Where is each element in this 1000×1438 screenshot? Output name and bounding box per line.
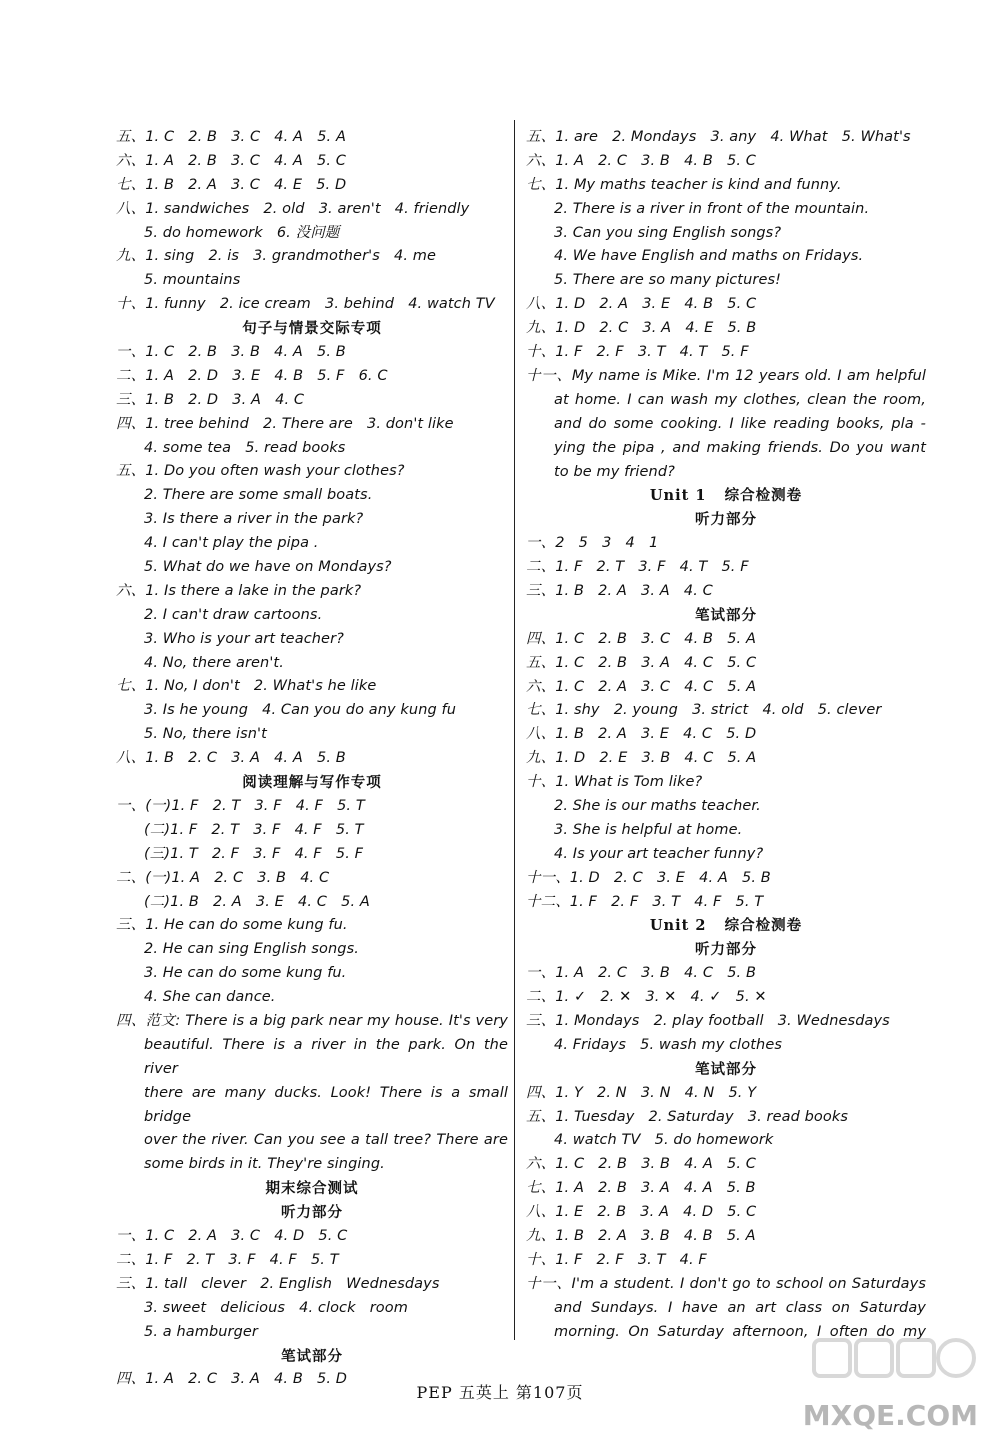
answer-line: and do some cooking. I like reading books, pla - xyxy=(554,415,926,432)
answer-line: morning. On Saturday afternoon, I often do my xyxy=(554,1323,926,1340)
answer-line: 4. No, there aren't. xyxy=(144,654,284,671)
section-heading: 笔试部分 xyxy=(281,1347,343,1365)
answer-line: 2. I can't draw cartoons. xyxy=(144,606,323,623)
answer-line: 四、1. A 2. C 3. A 4. B 5. D xyxy=(116,1371,348,1388)
answer-line: to be my friend? xyxy=(554,463,675,480)
answer-line: (三)1. T 2. F 3. F 4. F 5. F xyxy=(144,845,364,862)
answer-line: 2. She is our maths teacher. xyxy=(554,798,761,815)
answer-line: 一、1. A 2. C 3. B 4. C 5. B xyxy=(526,965,756,982)
answer-line: 七、1. shy 2. young 3. strict 4. old 5. clever xyxy=(526,702,882,719)
answer-line: 四、1. C 2. B 3. C 4. B 5. A xyxy=(526,630,756,647)
answer-line: 六、1. A 2. B 3. C 4. A 5. C xyxy=(116,152,346,169)
answer-line: 七、1. My maths teacher is kind and funny. xyxy=(526,176,842,193)
answer-line: there are many ducks. Look! There is a small bridge xyxy=(144,1084,508,1125)
answer-line: 三、1. tall clever 2. English Wednesdays xyxy=(116,1275,440,1292)
answer-line: and Sundays. I have an art class on Saturday xyxy=(554,1299,926,1316)
answer-line: 三、1. Mondays 2. play football 3. Wednesdays xyxy=(526,1013,890,1030)
answer-line: 八、1. B 2. C 3. A 4. A 5. B xyxy=(116,750,346,767)
answer-line: at home. I can wash my clothes, clean the room, xyxy=(554,391,926,408)
answer-line: 3. Is there a river in the park? xyxy=(144,511,364,528)
answer-line: 十、1. What is Tom like? xyxy=(526,774,703,791)
answer-line: 十一、I'm a student. I don't go to school on Saturdays xyxy=(526,1275,926,1292)
answer-line: 一、(一)1. F 2. T 3. F 4. F 5. T xyxy=(116,797,365,814)
answer-line: 3. sweet delicious 4. clock room xyxy=(144,1299,408,1316)
answer-line: 四、范文: There is a big park near my house. It's very xyxy=(116,1012,508,1029)
section-heading: 期末综合测试 xyxy=(265,1180,359,1198)
answer-line: 二、1. ✓ 2. ✕ 3. ✕ 4. ✓ 5. ✕ xyxy=(526,989,767,1006)
answer-line: 五、1. Do you often wash your clothes? xyxy=(116,463,405,480)
answer-line: 2. He can sing English songs. xyxy=(144,941,359,958)
answer-line: 5. a hamburger xyxy=(144,1323,258,1340)
answer-line: 三、1. B 2. D 3. A 4. C xyxy=(116,391,305,408)
section-heading: 阅读理解与写作专项 xyxy=(242,774,382,792)
answer-line: (二)1. B 2. A 3. E 4. C 5. A xyxy=(144,893,370,910)
answer-line: 十二、1. F 2. F 3. T 4. F 5. T xyxy=(526,893,764,910)
section-heading: 听力部分 xyxy=(281,1204,343,1222)
answer-line: 十一、My name is Mike. I'm 12 years old. I am helpful xyxy=(526,367,926,384)
answer-line: 九、1. B 2. A 3. B 4. B 5. A xyxy=(526,1228,756,1245)
answer-line: 5. do homework 6. 没问题 xyxy=(144,224,340,241)
column-divider xyxy=(514,120,515,1340)
answer-line: 一、1. C 2. A 3. C 4. D 5. C xyxy=(116,1228,348,1245)
answer-line: 九、1. D 2. C 3. A 4. E 5. B xyxy=(526,320,757,337)
answer-line: 5. mountains xyxy=(144,272,241,289)
answer-line: 2. There are some small boats. xyxy=(144,487,373,504)
answer-line: 五、1. C 2. B 3. A 4. C 5. C xyxy=(526,654,757,671)
section-heading: 听力部分 xyxy=(695,941,757,959)
answer-line: ying the pipa , and making friends. Do you want xyxy=(554,439,926,456)
section-heading: 笔试部分 xyxy=(695,606,757,624)
answer-line: (二)1. F 2. T 3. F 4. F 5. T xyxy=(144,821,364,838)
section-heading: 句子与情景交际专项 xyxy=(242,320,382,338)
answer-line: 八、1. B 2. A 3. E 4. C 5. D xyxy=(526,726,757,743)
answer-line: 四、1. Y 2. N 3. N 4. N 5. Y xyxy=(526,1084,757,1101)
watermark-text: MXQE.COM xyxy=(802,1399,978,1432)
answer-line: 二、1. F 2. T 3. F 4. T 5. F xyxy=(526,559,749,576)
page-footer: PEP 五英上 第107页 xyxy=(416,1383,584,1402)
answer-line: 十、1. F 2. F 3. T 4. F xyxy=(526,1251,707,1268)
answer-line: 5. No, there isn't xyxy=(144,726,267,743)
answer-line: 二、1. A 2. D 3. E 4. B 5. F 6. C xyxy=(116,367,388,384)
answer-line: 九、1. sing 2. is 3. grandmother's 4. me xyxy=(116,248,437,265)
answer-line: 4. We have English and maths on Fridays. xyxy=(554,248,864,265)
answer-line: over the river. Can you see a tall tree? There are xyxy=(144,1132,508,1149)
answer-line: 十一、1. D 2. C 3. E 4. A 5. B xyxy=(526,869,771,886)
answer-line: 八、1. D 2. A 3. E 4. B 5. C xyxy=(526,296,757,313)
section-heading: Unit 1 综合检测卷 xyxy=(649,487,803,505)
answer-line: 3. She is helpful at home. xyxy=(554,821,743,838)
answer-line: 四、1. tree behind 2. There are 3. don't like xyxy=(116,415,454,432)
right-answer-column xyxy=(526,126,926,1345)
section-heading: Unit 2 综合检测卷 xyxy=(649,917,803,935)
answer-line: 五、1. are 2. Mondays 3. any 4. What 5. What's xyxy=(526,129,911,145)
section-heading: 听力部分 xyxy=(695,511,757,529)
answer-line: 4. Is your art teacher funny? xyxy=(554,845,764,862)
answer-line: 3. Can you sing English songs? xyxy=(554,224,782,241)
answer-line: 5. There are so many pictures! xyxy=(554,272,782,289)
answer-line: 一、1. C 2. B 3. B 4. A 5. B xyxy=(116,344,346,361)
answer-line: 五、1. C 2. B 3. C 4. A 5. A xyxy=(116,129,346,145)
answer-line: 五、1. Tuesday 2. Saturday 3. read books xyxy=(526,1108,848,1125)
answer-line: 八、1. sandwiches 2. old 3. aren't 4. friendly xyxy=(116,200,470,217)
answer-line: 八、1. E 2. B 3. A 4. D 5. C xyxy=(526,1204,757,1221)
answer-line: 4. some tea 5. read books xyxy=(144,439,346,456)
answer-line: 六、1. A 2. C 3. B 4. B 5. C xyxy=(526,152,756,169)
answer-line: 2. There is a river in front of the mountain. xyxy=(554,200,870,217)
answer-line: 3. He can do some kung fu. xyxy=(144,965,347,982)
answer-line: 七、1. B 2. A 3. C 4. E 5. D xyxy=(116,176,347,193)
answer-line: 六、1. C 2. A 3. C 4. C 5. A xyxy=(526,678,757,695)
answer-line: 一、2 5 3 4 1 xyxy=(526,535,659,552)
answer-line: 七、1. A 2. B 3. A 4. A 5. B xyxy=(526,1180,756,1197)
answer-line: 3. Is he young 4. Can you do any kung fu xyxy=(144,702,457,719)
answer-line: beautiful. There is a river in the park. On the river xyxy=(144,1036,508,1077)
answer-line: 二、1. F 2. T 3. F 4. F 5. T xyxy=(116,1251,339,1268)
answer-line: 二、(一)1. A 2. C 3. B 4. C xyxy=(116,869,330,886)
answer-line: 4. I can't play the pipa . xyxy=(144,535,319,552)
answer-line: 3. Who is your art teacher? xyxy=(144,630,344,647)
answer-line: 4. She can dance. xyxy=(144,989,276,1006)
section-heading: 笔试部分 xyxy=(695,1060,757,1078)
answer-line: 六、1. Is there a lake in the park? xyxy=(116,582,362,599)
answer-line: 5. What do we have on Mondays? xyxy=(144,559,392,576)
answer-line: 十、1. funny 2. ice cream 3. behind 4. watch TV xyxy=(116,296,495,313)
answer-line: 三、1. He can do some kung fu. xyxy=(116,917,348,934)
answer-line: 六、1. C 2. B 3. B 4. A 5. C xyxy=(526,1156,756,1173)
answer-line: 十、1. F 2. F 3. T 4. T 5. F xyxy=(526,344,749,361)
answer-line: 九、1. D 2. E 3. B 4. C 5. A xyxy=(526,750,757,767)
answer-line: 三、1. B 2. A 3. A 4. C xyxy=(526,583,713,599)
answer-line: 4. Fridays 5. wash my clothes xyxy=(554,1036,783,1053)
left-answer-column xyxy=(116,126,508,1392)
answer-line: 七、1. No, I don't 2. What's he like xyxy=(116,678,377,695)
answer-line: 4. watch TV 5. do homework xyxy=(554,1132,774,1149)
answer-line: some birds in it. They're singing. xyxy=(144,1156,385,1173)
